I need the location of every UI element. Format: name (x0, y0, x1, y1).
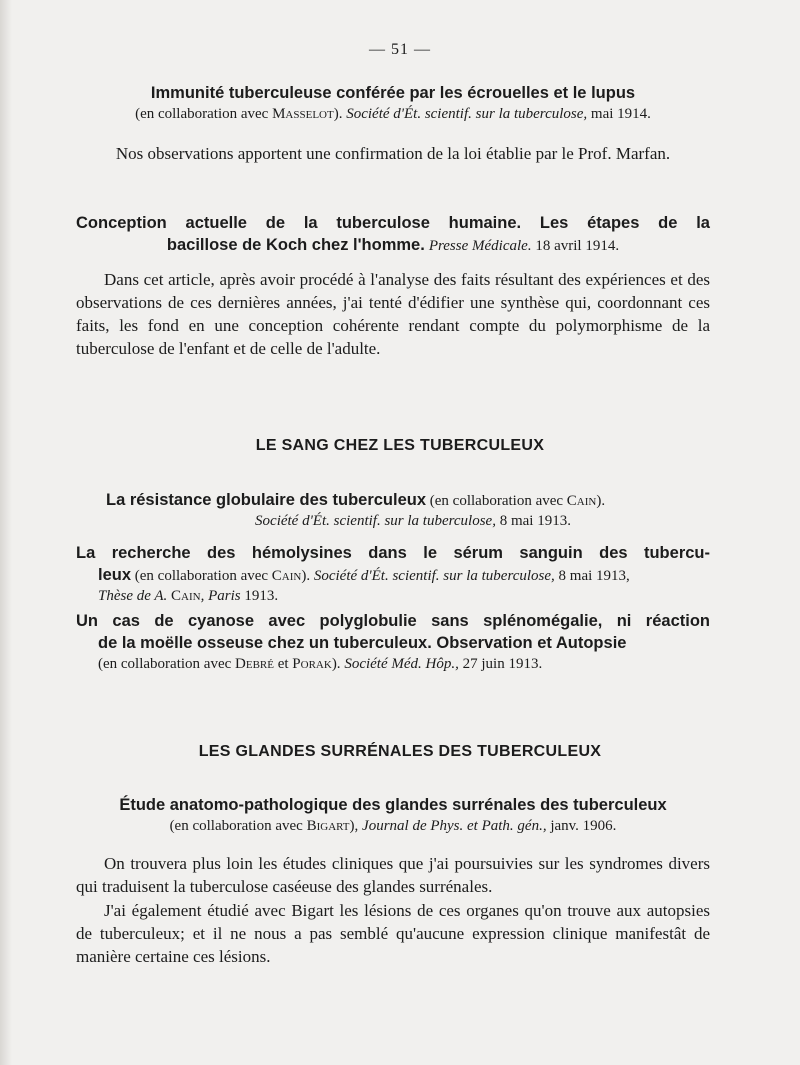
entry-title-line2: de la moëlle osseuse chez un tuberculeux. Observation et Autopsie (98, 634, 627, 652)
citation-journal: Société Méd. Hôp., (344, 656, 459, 672)
citation-prefix: (en collaboration avec (169, 818, 307, 834)
thesis-label: Thèse de A. (98, 588, 172, 604)
citation-separator: ). (331, 656, 345, 672)
citation-separator: ), (349, 818, 363, 834)
entry-title: La résistance globulaire des tuberculeux (106, 491, 427, 509)
citation-prefix: (en collaboration avec (98, 656, 236, 672)
citation-separator: ). (301, 568, 314, 584)
citation-date: 18 avril 1914. (531, 238, 620, 254)
entry-title: Étude anatomo-pathologique des glandes surrénales des tuberculeux (119, 796, 667, 814)
citation-suffix: ). (596, 493, 606, 509)
thesis-author: Cain (171, 588, 201, 604)
citation-author: Bigart (306, 818, 350, 834)
citation-date: 27 juin 1913. (458, 656, 543, 672)
citation (76, 104, 710, 124)
citation-prefix: (en collaboration avec (135, 106, 273, 122)
citation-separator: ). (333, 106, 347, 122)
section-body-paragraph: Nos observations apportent une confirmation de la loi établie par le Prof. Marfan. (115, 144, 671, 163)
closing-paragraph-2: J'ai également étudié avec Bigart les lésions de ces organes qu'on trouve aux autopsies de tuberculeux; et il ne nous a pas semblé qu'aucune expression clinique manifestât de manière certaine ces lésions. (76, 901, 710, 966)
section-body-paragraph: Dans cet article, après avoir procédé à l'analyse des faits résultant des expériences et des observations de ces dernières années, j'ai tenté d'édifier une synthèse qui, coordonnant ces faits, les fond en une conception cohérente rendant compte du polymorphisme de la tuberculose de l'enfant et de celle de l'adulte. (76, 270, 710, 358)
citation-prefix: (en collaboration avec (131, 568, 272, 584)
entry-line2 (76, 511, 710, 531)
entry-resistance-globulaire (76, 489, 710, 531)
citation-author-2: Porak (292, 656, 332, 672)
entry-title-continued: leux (98, 566, 132, 584)
citation-author: Masselot (272, 106, 334, 122)
page-fold-shadow (0, 0, 12, 1065)
section-conception (76, 212, 710, 256)
thesis-city: , Paris (200, 588, 241, 604)
citation-author: Cain (566, 493, 597, 509)
entry-title-line1: Un cas de cyanose avec polyglobulie sans splénomégalie, ni réaction (76, 612, 710, 630)
chapter-heading-surrenales: LES GLANDES SURRÉNALES DES TUBERCULEUX (198, 743, 602, 760)
bleed-through-area-middle (70, 680, 730, 740)
section-immunite (76, 82, 710, 124)
citation-journal: Presse Médicale. (428, 238, 532, 254)
entry-line3 (76, 586, 710, 606)
section-title-line2 (76, 234, 710, 256)
entry-line2 (76, 564, 710, 586)
entry-citation (76, 816, 710, 836)
page-number: — 51 — (369, 41, 431, 58)
citation-journal: Société d'Ét. scientif. sur la tuberculose, (346, 106, 588, 122)
citation-prefix: (en collaboration avec (426, 493, 567, 509)
section-title-line1: Conception actuelle de la tuberculose humaine. Les étapes de la (76, 214, 710, 232)
chapter-heading-sang: LE SANG CHEZ LES TUBERCULEUX (255, 437, 545, 454)
citation-journal: Journal de Phys. et Path. gén., (362, 818, 547, 834)
citation-date: mai 1914. (587, 106, 651, 122)
citation-conjunction: et (273, 656, 293, 672)
entry-hemolysines (76, 542, 710, 606)
entry-line1 (76, 489, 710, 511)
section-title: Immunité tuberculeuse conférée par les écrouelles et le lupus (150, 84, 636, 102)
citation-journal: Société d'Ét. scientif. sur la tuberculose, (313, 568, 555, 584)
entry-citation (76, 654, 710, 674)
section-title-continued: bacillose de Koch chez l'homme. (166, 236, 425, 254)
citation-author-1: Debré (235, 656, 274, 672)
entry-title-line1: La recherche des hémolysines dans le sérum sanguin des tubercu- (76, 544, 710, 562)
entry-cyanose (76, 610, 710, 674)
entry-etude-anatomo (76, 794, 710, 836)
thesis-year: 1913. (240, 588, 279, 604)
citation-date: 8 mai 1913, (554, 568, 630, 584)
citation-date: janv. 1906. (546, 818, 617, 834)
citation-journal: Société d'Ét. scientif. sur la tuberculose, (255, 513, 496, 529)
closing-paragraph-1: On trouvera plus loin les études cliniques que j'ai poursuivies sur les syndromes divers qui traduisent la tuberculose caséeuse des glandes surrénales. (76, 854, 710, 896)
citation-author: Cain (271, 568, 302, 584)
citation-date: 8 mai 1913. (495, 513, 571, 529)
